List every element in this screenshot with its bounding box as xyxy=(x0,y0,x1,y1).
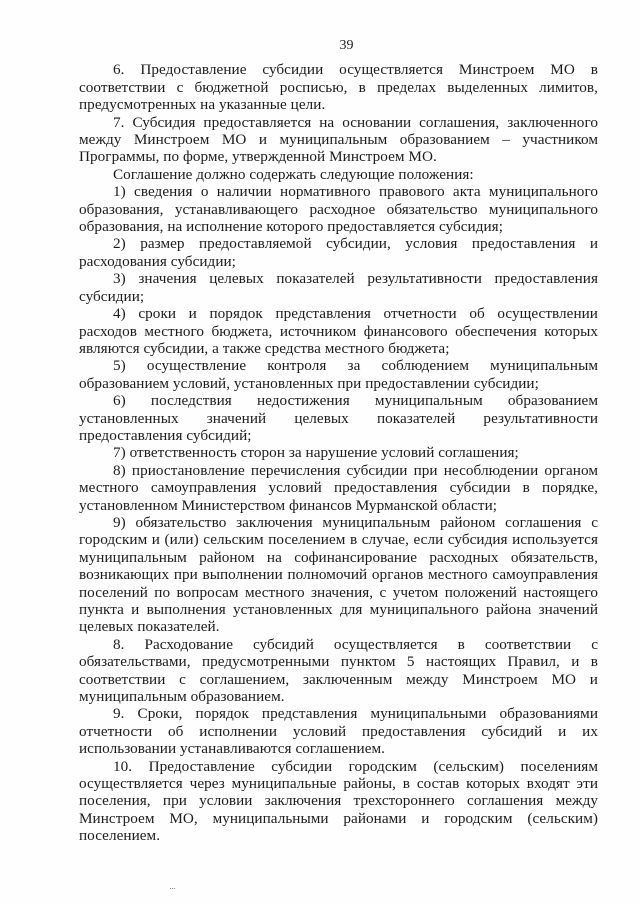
provision-6: 6) последствия недостижения муниципальным образованием установленных значений целевых показателей результативности предоставления субсидий; xyxy=(79,392,598,444)
scan-mark xyxy=(170,888,175,892)
provision-1: 1) сведения о наличии нормативного правового акта муниципального образования, устанавливающего расходное обязательство муниципального образования, на исполнение которого предоставляется субсидия; xyxy=(79,183,598,236)
paragraph-7: 7. Субсидия предоставляется на основании соглашения, заключенного между Минстроем МО и муниципальным образованием – участником Программы, по форме, утвержденной Минстроем МО. xyxy=(79,113,598,166)
provision-2: 2) размер предоставляемой субсидии, условия предоставления и расходования субсидии; xyxy=(79,235,598,270)
provision-4: 4) сроки и порядок представления отчетности об осуществлении расходов местного бюджета, источником финансового обеспечения которых являются субсидии, а также средства местного бюджета; xyxy=(79,305,598,357)
provision-9: 9) обязательство заключения муниципальным районом соглашения с городским и (или) сельским поселением в случае, если субсидия используется муниципальным районом на софинансирование расходных обязательств, возникающих при выполнении полномочий органов местного самоуправления поселений по вопросам местного значения, с учетом положений настоящего пункта и выполнения установленных для муниципального района значений целевых показателей. xyxy=(79,513,598,636)
paragraph-8: 8. Расходование субсидий осуществляется в соответствии с обязательствами, предусмотренными пунктом 5 настоящих Правил, и в соответствии с соглашением, заключенным между Минстроем МО и муниципальным образованием. xyxy=(79,635,598,706)
provision-3: 3) значения целевых показателей результативности предоставления субсидии; xyxy=(79,270,598,305)
provision-5: 5) осуществление контроля за соблюдением муниципальным образованием условий, установленных при предоставлении субсидии; xyxy=(79,357,598,392)
paragraph-6: 6. Предоставление субсидии осуществляется Минстроем МО в соответствии с бюджетной росписью, в пределах выделенных лимитов, предусмотренных на указанные цели. xyxy=(79,61,598,114)
paragraph-9: 9. Сроки, порядок представления муниципальными образованиями отчетности об исполнении условий предоставления субсидий и их использовании устанавливаются соглашением. xyxy=(79,705,598,758)
agreement-intro: Соглашение должно содержать следующие положения: xyxy=(113,165,474,183)
paragraph-10: 10. Предоставление субсидии городским (сельским) поселениям осуществляется через муниципальные районы, в состав которых входят эти поселения, при условии заключения трехстороннего соглашения между Минстроем МО, муниципальными районами и городским (сельским) поселением. xyxy=(79,757,598,845)
provision-7: 7) ответственность сторон за нарушение условий соглашения; xyxy=(113,444,519,462)
provision-8: 8) приостановление перечисления субсидии при несоблюдении органом местного самоуправления условий предоставления субсидии в порядке, установленном Министерством финансов Мурманской области; xyxy=(79,461,598,514)
page-number: 39 xyxy=(339,38,354,53)
